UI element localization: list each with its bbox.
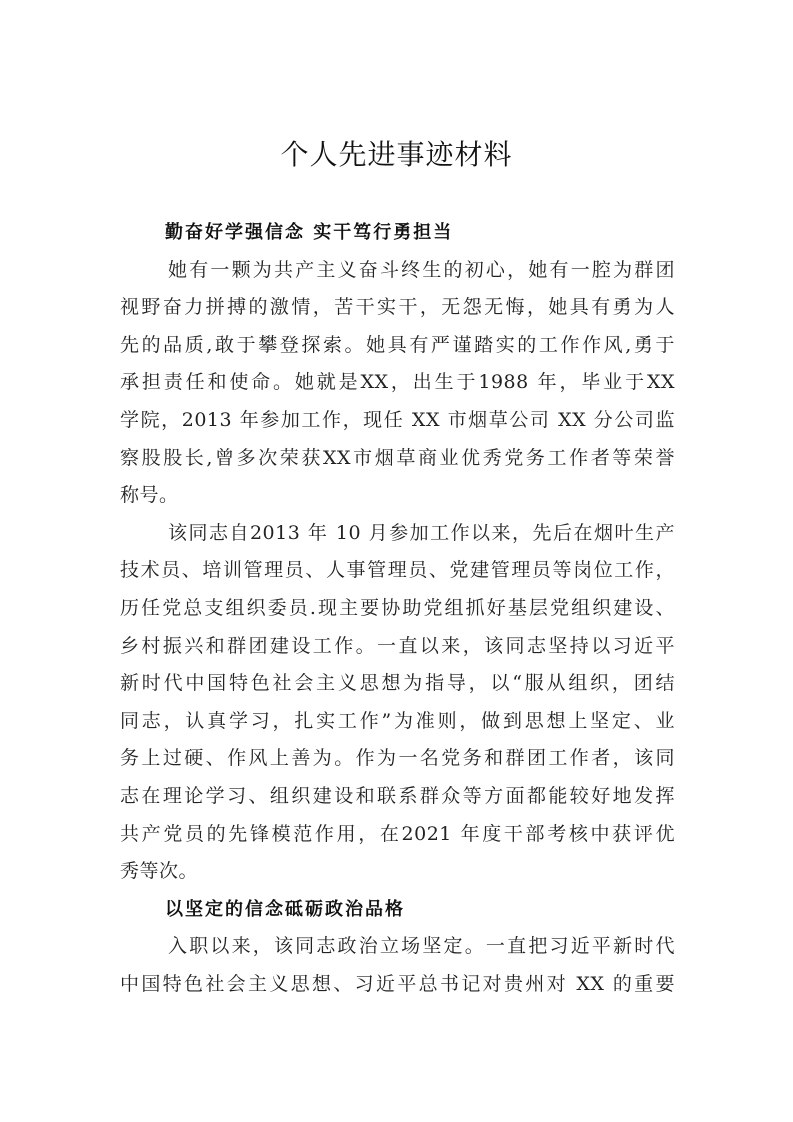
- paragraph-line: 入职以来，该同志政治立场坚定。一直把习近平新时代: [168, 935, 675, 958]
- paragraph: [120, 928, 675, 1003]
- paragraph-line: 志在理论学习、组织建设和联系群众等方面都能较好地发挥: [120, 784, 675, 807]
- section-heading: 以坚定的信念砥砺政治品格: [165, 898, 405, 920]
- paragraph-line: 中国特色社会主义思想、习近平总书记对贵州对 XX 的重要: [120, 972, 675, 995]
- section-heading: 勤奋好学强信念 实干笃行勇担当: [165, 222, 454, 243]
- paragraph-line: 察股股长,曾多次荣获XX市烟草商业优秀党务工作者等荣誉: [120, 446, 675, 469]
- paragraph-line: 同志，认真学习，扎实工作”为准则，做到思想上坚定、业: [120, 709, 675, 732]
- document-body: [120, 214, 675, 1003]
- paragraph-line: 新时代中国特色社会主义思想为指导，以“服从组织，团结: [120, 672, 675, 695]
- paragraph-line: 该同志自2013 年 10 月参加工作以来，先后在烟叶生产: [168, 521, 675, 544]
- paragraph-line: 历任党总支组织委员.现主要协助党组抓好基层党组织建设、: [120, 596, 675, 619]
- paragraph-line: 视野奋力拼搏的激情，苦干实干，无怨无悔，她具有勇为人: [120, 296, 675, 319]
- paragraph: [120, 252, 675, 515]
- paragraph: [120, 515, 675, 891]
- paragraph-line: 称号。: [120, 484, 179, 507]
- paragraph-line: 她有一颗为共产主义奋斗终生的初心，她有一腔为群团: [168, 258, 675, 281]
- paragraph-line: 秀等次。: [120, 860, 199, 883]
- paragraph-line: 务上过硬、作风上善为。作为一名党务和群团工作者，该同: [120, 747, 675, 770]
- paragraph-line: 先的品质,敢于攀登探索。她具有严谨踏实的工作作风,勇于: [120, 333, 675, 356]
- paragraph-line: 共产党员的先锋模范作用，在2021 年度干部考核中获评优: [120, 822, 675, 845]
- paragraph-line: 技术员、培训管理员、人事管理员、党建管理员等岗位工作，: [120, 559, 675, 582]
- paragraph-line: 承担责任和使命。她就是XX，出生于1988 年，毕业于XX: [120, 371, 675, 394]
- document-title: 个人先进事迹材料: [280, 138, 513, 171]
- paragraph-line: 学院，2013 年参加工作，现任 XX 市烟草公司 XX 分公司监: [120, 408, 675, 431]
- paragraph-line: 乡村振兴和群团建设工作。一直以来，该同志坚持以习近平: [120, 634, 675, 657]
